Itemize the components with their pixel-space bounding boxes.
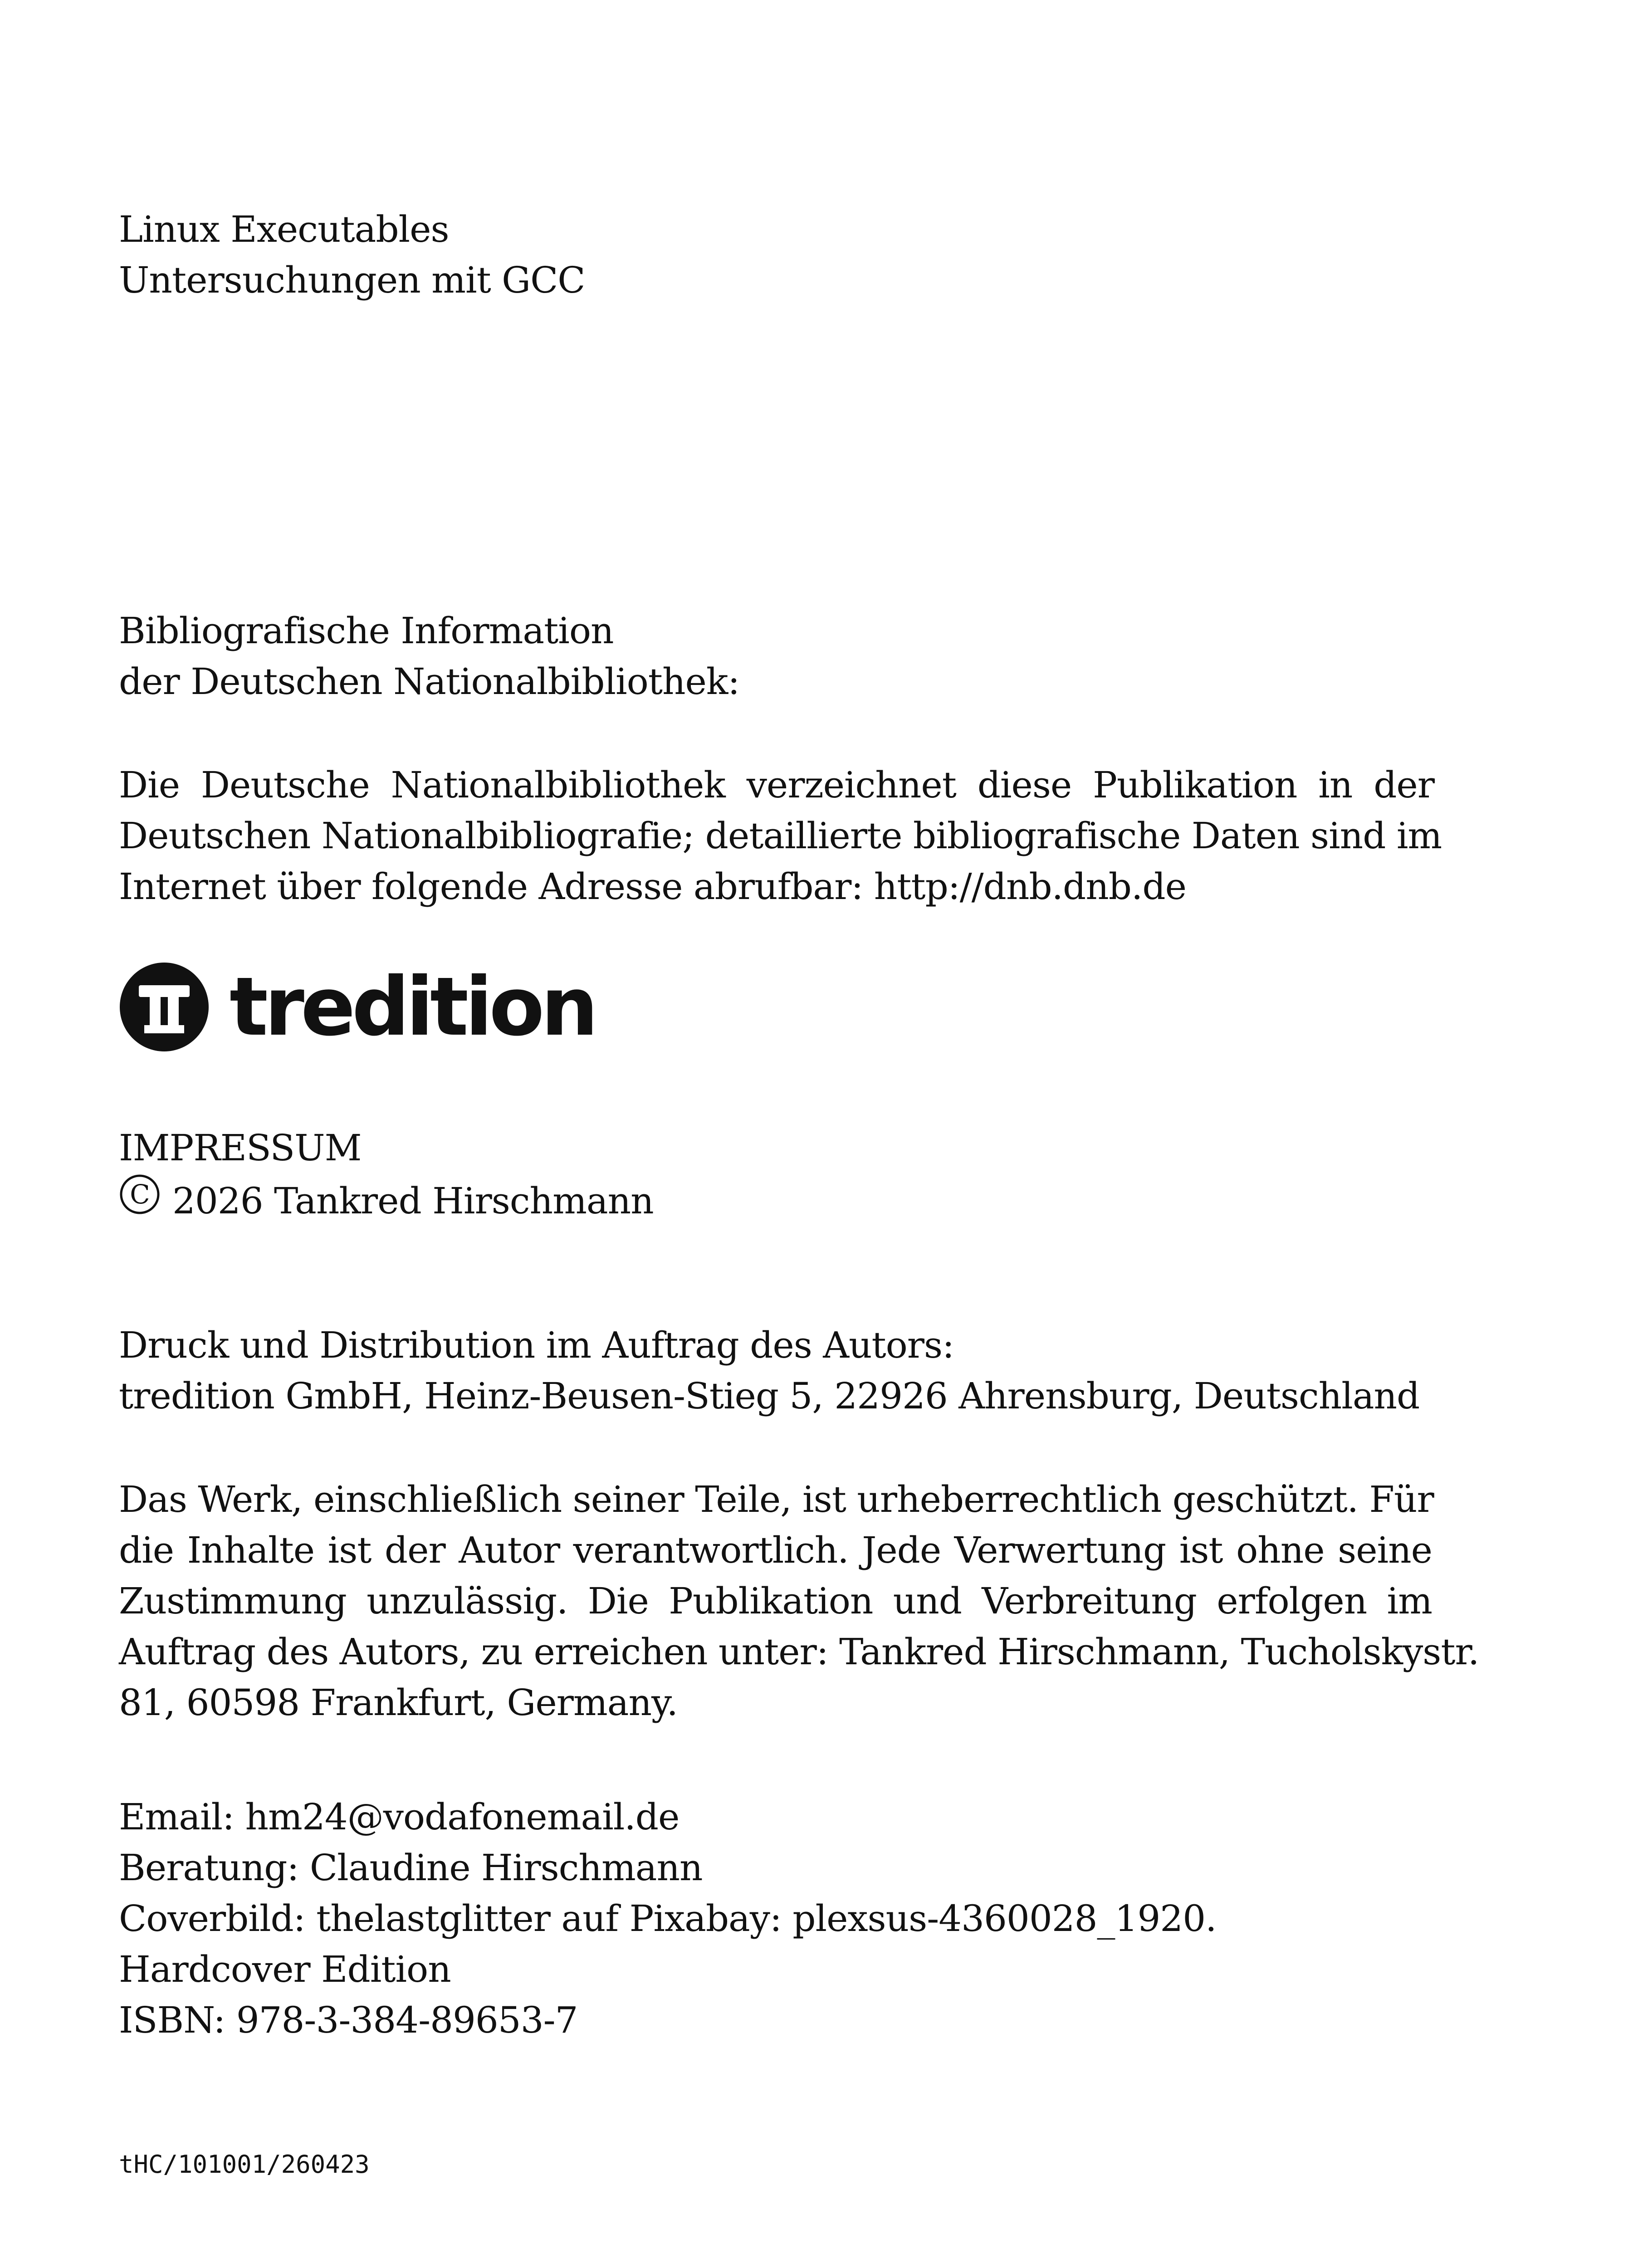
rights-line-3: Zustimmung unzulässig. Die Publikation und Verbreitung erfolgen im xyxy=(119,1580,1432,1622)
bibliography-notice-line-1: Die Deutsche Nationalbibliothek verzeichnet diese Publikation in der xyxy=(119,764,1434,806)
book-subtitle-line: Untersuchungen mit GCC xyxy=(119,259,585,301)
contact-section xyxy=(119,1792,1507,2046)
publisher-logo xyxy=(119,957,709,1057)
svg-text:C: C xyxy=(130,1179,150,1210)
isbn-line: ISBN: 978-3-384-89653-7 xyxy=(119,1999,578,2041)
bibliography-notice xyxy=(119,760,1442,912)
cover-credit-line: Coverbild: thelastglitter auf Pixabay: plexsus-4360028_1920. xyxy=(119,1897,1217,1940)
bibliography-notice-line-2: Deutschen Nationalbibliografie; detaillierte bibliografische Daten sind im xyxy=(119,815,1442,857)
impressum-section xyxy=(119,1123,1507,1228)
email-line: Email: hm24@vodafonemail.de xyxy=(119,1796,680,1838)
distribution-section xyxy=(119,1320,1507,1422)
rights-line-5: 81, 60598 Frankfurt, Germany. xyxy=(119,1681,678,1724)
book-title xyxy=(119,204,1507,306)
bibliography-heading xyxy=(119,606,1507,707)
copyright-line xyxy=(119,1173,1507,1228)
tredition-emblem-icon xyxy=(119,962,210,1052)
bibliography-heading-line-2: der Deutschen Nationalbibliothek: xyxy=(119,660,740,703)
copyright-icon xyxy=(119,1173,161,1228)
distribution-line-1: Druck und Distribution im Auftrag des Autors: xyxy=(119,1324,954,1366)
copyright-text: 2026 Tankred Hirschmann xyxy=(172,1179,654,1222)
edition-line: Hardcover Edition xyxy=(119,1948,451,1990)
consulting-line: Beratung: Claudine Hirschmann xyxy=(119,1847,703,1889)
bibliography-notice-line-3: Internet über folgende Adresse abrufbar: http://dnb.dnb.de xyxy=(119,865,1186,908)
rights-notice xyxy=(119,1474,1479,1728)
rights-line-4: Auftrag des Autors, zu erreichen unter: Tankred Hirschmann, Tucholskystr. xyxy=(119,1631,1479,1673)
rights-line-2: die Inhalte ist der Autor verantwortlich. Jede Verwertung ist ohne seine xyxy=(119,1529,1432,1571)
publisher-wordmark: tredition xyxy=(230,960,595,1054)
rights-line-1: Das Werk, einschließlich seiner Teile, ist urheberrechtlich geschützt. Für xyxy=(119,1478,1434,1520)
bibliography-heading-line-1: Bibliografische Information xyxy=(119,610,614,652)
print-code: tHC/101001/260423 xyxy=(119,2150,370,2179)
impressum-label: IMPRESSUM xyxy=(119,1127,362,1169)
book-title-line-1: Linux Executables xyxy=(119,208,449,250)
distribution-line-2: tredition GmbH, Heinz-Beusen-Stieg 5, 22926 Ahrensburg, Deutschland xyxy=(119,1375,1420,1417)
